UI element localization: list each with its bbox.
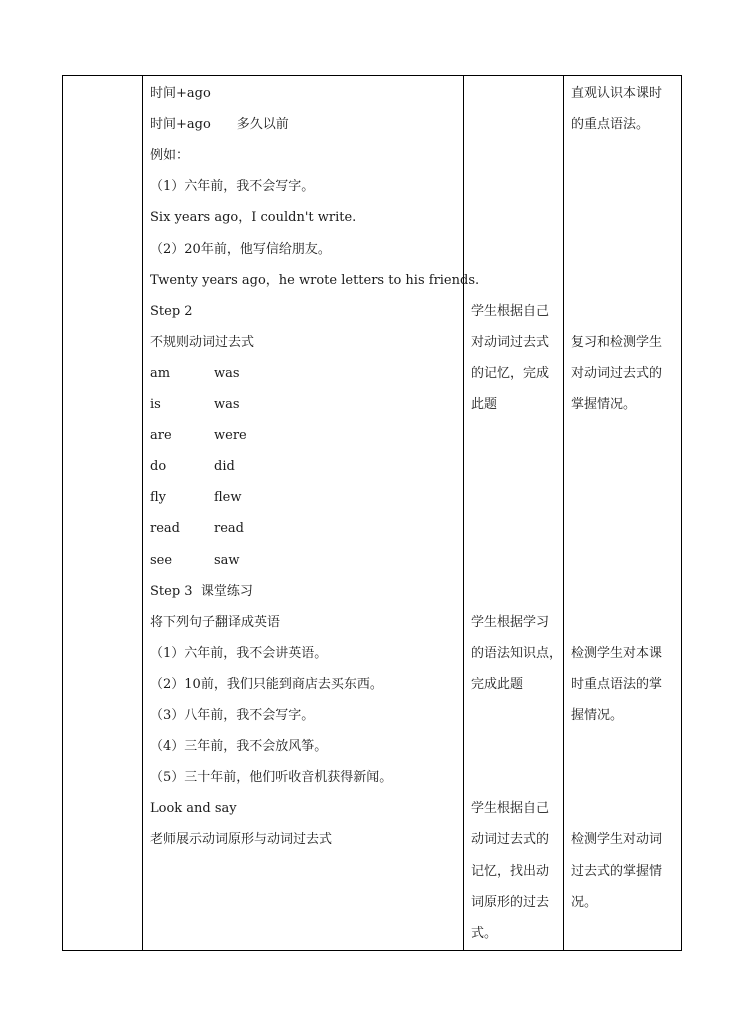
lesson-plan-table (62, 75, 682, 951)
design-intent-line: 对动词过去式的 (571, 365, 663, 381)
teaching-line: （5）三十年前，他们听收音机获得新闻。 (150, 770, 393, 786)
teaching-line: （3）八年前，我不会写字。 (150, 708, 315, 723)
teaching-line: （1）六年前，我不会写字。 (150, 179, 315, 195)
teaching-line: （2）10前，我们只能到商店去买东西。 (150, 676, 383, 692)
design-intent-line: 直观认识本课时 (571, 86, 663, 101)
verb-pair (150, 396, 240, 414)
verb-past: saw (214, 552, 240, 568)
column-divider (142, 76, 143, 950)
column-divider (463, 76, 464, 950)
verb-past: were (214, 428, 247, 444)
student-activity-line: 的记忆，完成 (471, 365, 550, 381)
teaching-line: 老师展示动词原形与动词过去式 (150, 832, 333, 848)
student-activity-line: 学生根据自己 (471, 303, 550, 319)
verb-pair (150, 489, 242, 507)
teaching-line: Step 2 (150, 303, 193, 319)
student-activity-line: 动词过去式的 (471, 832, 550, 848)
verb-base: fly (150, 490, 167, 506)
verb-pair (150, 427, 247, 445)
design-intent-line: 复习和检测学生 (571, 334, 663, 350)
design-intent-line: 握情况。 (571, 708, 624, 723)
verb-past: read (214, 521, 244, 537)
teaching-line: Step 3 课堂练习 (150, 583, 253, 599)
verb-pair (150, 520, 244, 538)
teaching-line: Look and say (150, 801, 237, 817)
design-intent-line: 检测学生对本课 (571, 645, 663, 661)
design-intent-line: 的重点语法。 (571, 117, 650, 133)
teaching-line: 时间+ago 多久以前 (150, 117, 289, 133)
student-activity-line: 对动词过去式 (471, 334, 550, 350)
teaching-line: 时间+ago (150, 86, 211, 101)
teaching-line: （1）六年前，我不会讲英语。 (150, 645, 328, 661)
student-activity-line: 记忆，找出动 (471, 863, 550, 879)
design-intent-line: 时重点语法的掌 (571, 676, 663, 692)
teaching-line: 将下列句子翻译成英语 (150, 614, 281, 630)
verb-base: is (150, 397, 161, 412)
teaching-line: （2）20年前，他写信给朋友。 (150, 241, 331, 257)
verb-base: read (150, 521, 180, 537)
teaching-line: 不规则动词过去式 (150, 334, 255, 350)
student-activity-line: 式。 (471, 925, 498, 941)
student-activity-line: 完成此题 (471, 676, 524, 692)
verb-base: are (150, 428, 172, 444)
student-activity-line: 此题 (471, 397, 498, 412)
student-activity-line: 学生根据自己 (471, 801, 550, 817)
verb-pair (150, 458, 235, 476)
verb-base: see (150, 552, 173, 568)
verb-past: did (214, 459, 235, 475)
verb-pair (150, 552, 240, 570)
verb-past: flew (214, 490, 242, 506)
teaching-line: Twenty years ago，he wrote letters to his friends. (150, 272, 480, 288)
verb-base: am (150, 365, 171, 381)
verb-base: do (150, 459, 167, 475)
design-intent-line: 过去式的掌握情 (571, 863, 663, 879)
student-activity-line: 学生根据学习 (471, 614, 550, 630)
design-intent-line: 检测学生对动词 (571, 832, 663, 848)
teaching-line: （4）三年前，我不会放风筝。 (150, 739, 328, 755)
student-activity-line: 的语法知识点， (471, 645, 563, 661)
design-intent-line: 况。 (571, 894, 598, 910)
design-intent-line: 掌握情况。 (571, 397, 637, 412)
verb-past: was (214, 397, 240, 412)
verb-pair (150, 365, 240, 383)
student-activity-line: 词原形的过去 (471, 894, 550, 910)
column-divider (563, 76, 564, 950)
teaching-line: 例如： (150, 148, 190, 164)
teaching-line: Six years ago，I couldn't write. (150, 210, 357, 226)
verb-past: was (214, 365, 240, 381)
